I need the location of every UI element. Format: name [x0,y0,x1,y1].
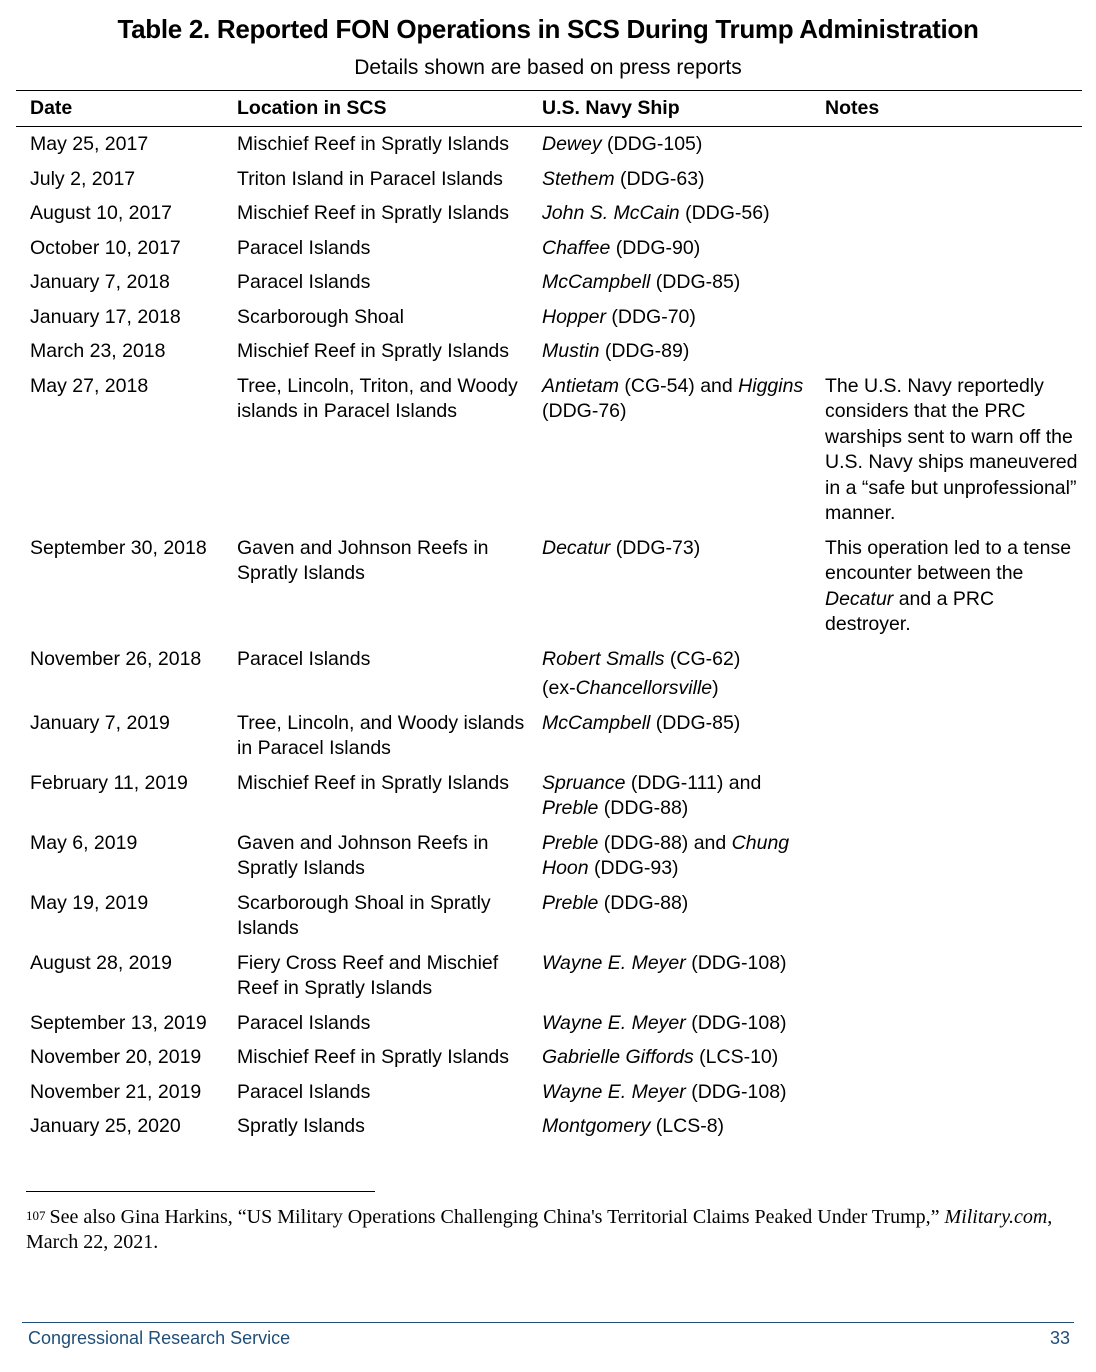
text-run: The U.S. Navy reportedly considers that the PRC warships sent to warn off the U.S. Navy ships maneuvered in a “safe but unprofessional” manner. [825,374,1078,524]
italic-text: Dewey [542,133,602,155]
cell-notes [811,1006,1082,1041]
footnote [26,1205,1066,1255]
cell-date: January 7, 2019 [30,711,170,734]
cell-ship [528,127,811,162]
text-run: See also Gina Harkins, “US Military Operations Challenging China's Territorial Claims Peaked Under Trump,” [49,1206,945,1228]
cell-date: January 25, 2020 [30,1115,181,1137]
italic-text: John S. McCain [542,202,680,224]
cell-date: October 10, 2017 [30,236,181,259]
cell-date: November 21, 2019 [30,1080,202,1103]
italic-text: Antietam [542,374,619,397]
text-run: (DDG-108) [685,1080,787,1103]
text-run: (LCS-8) [650,1115,725,1137]
cell-location: Spratly Islands [237,1115,365,1137]
cell-notes [811,127,1082,162]
footer-divider [22,1322,1074,1323]
cell-notes [811,162,1082,197]
cell-date: February 11, 2019 [30,771,188,794]
header-ship: U.S. Navy Ship [528,91,811,127]
cell-notes [811,196,1082,231]
table-row [16,706,1082,766]
cell-date: May 27, 2018 [30,374,149,397]
cell-notes [811,706,1082,766]
cell-notes [811,265,1082,300]
italic-text: Higgins [738,374,804,397]
text-run: (DDG-76) [542,400,627,422]
cell-location: Mischief Reef in Spratly Islands [237,340,510,362]
table-row [16,642,1082,706]
header-notes: Notes [811,91,1082,127]
cell-notes [811,946,1082,1006]
text-run: (DDG-108) [685,1011,787,1034]
table-row [16,265,1082,300]
table-header-row [16,91,1082,127]
cell-notes [811,531,1082,642]
italic-text: Mustin [542,340,600,362]
table-row [16,231,1082,266]
cell-notes [811,1109,1082,1144]
footnote-divider [26,1191,375,1192]
cell-ship [528,196,811,231]
table-row [16,127,1082,162]
table-row [16,1006,1082,1041]
text-run: (ex- [542,677,576,699]
cell-notes [811,369,1082,531]
text-run: (DDG-89) [599,340,690,362]
table-row [16,1109,1082,1144]
table-row [16,531,1082,642]
text-run: (DDG-88) and [598,831,732,854]
cell-location: Paracel Islands [237,647,371,670]
table-row [16,946,1082,1006]
cell-notes [811,642,1082,706]
text-run: (DDG-111) and [625,771,762,794]
table-row [16,1040,1082,1075]
cell-ship [528,1109,811,1144]
ship-former-name [542,676,811,702]
italic-text: Preble [542,797,599,819]
text-run: (DDG-88) [598,797,689,819]
cell-ship [528,706,811,766]
text-run: (DDG-56) [679,202,770,224]
cell-date: May 25, 2017 [30,133,149,155]
table-row [16,826,1082,886]
table-body [16,127,1082,1144]
cell-date: September 13, 2019 [30,1011,207,1034]
cell-ship [528,1006,811,1041]
italic-text: Military.com [944,1206,1048,1228]
italic-text: Stethem [542,167,615,190]
italic-text: McCampbell [542,711,651,734]
table-subtitle: Details shown are based on press reports [354,56,742,79]
cell-ship [528,369,811,531]
table-row [16,162,1082,197]
cell-ship [528,886,811,946]
cell-ship [528,1075,811,1110]
cell-ship [528,766,811,826]
italic-text: Hopper [542,305,606,328]
table-row [16,766,1082,826]
italic-text: Wayne E. Meyer [542,1011,686,1034]
cell-ship [528,531,811,642]
text-run: (DDG-105) [601,133,703,155]
italic-text: Chaffee [542,236,611,259]
italic-text: Montgomery [542,1115,651,1137]
text-run: (DDG-90) [610,236,701,259]
table-row [16,886,1082,946]
italic-text: Spruance [542,771,626,794]
cell-notes [811,1040,1082,1075]
cell-date: January 17, 2018 [30,305,181,328]
cell-date: November 20, 2019 [30,1046,202,1068]
cell-location: Mischief Reef in Spratly Islands [237,133,510,155]
cell-ship [528,162,811,197]
cell-ship [528,642,811,706]
text-run: This operation led to a tense encounter between the [825,536,1072,584]
italic-text: Gabrielle Giffords [542,1046,694,1068]
cell-ship [528,265,811,300]
italic-text: Chung Hoon [542,831,790,879]
cell-notes [811,1075,1082,1110]
cell-location: Mischief Reef in Spratly Islands [237,1046,510,1068]
cell-notes [811,334,1082,369]
page-number: 33 [1049,1328,1070,1348]
italic-text: Robert Smalls [542,647,665,670]
cell-location: Paracel Islands [237,236,371,259]
cell-date: September 30, 2018 [30,536,207,559]
text-run: and a PRC destroyer. [825,587,995,635]
text-run: (DDG-85) [650,711,741,734]
cell-ship [528,1040,811,1075]
cell-ship [528,300,811,335]
italic-text: Chancellorsville [575,677,713,699]
cell-date: August 28, 2019 [30,951,173,974]
cell-date: November 26, 2018 [30,647,202,670]
cell-ship [528,946,811,1006]
fon-operations-table [16,90,1082,1144]
text-run: (DDG-63) [614,167,705,190]
cell-notes [811,826,1082,886]
italic-text: McCampbell [542,271,651,293]
cell-location: Fiery Cross Reef and Mischief Reef in Spratly Islands [237,951,499,999]
cell-notes [811,231,1082,266]
table-row [16,334,1082,369]
text-run: (CG-54) and [618,374,739,397]
cell-notes [811,886,1082,946]
cell-location: Triton Island in Paracel Islands [237,167,503,190]
cell-ship [528,231,811,266]
italic-text: Decatur [542,536,611,559]
table-row [16,1075,1082,1110]
cell-notes [811,766,1082,826]
cell-location: Tree, Lincoln, Triton, and Woody islands in Paracel Islands [237,374,518,422]
text-run: (DDG-108) [685,951,787,974]
cell-location: Mischief Reef in Spratly Islands [237,202,510,224]
text-run: (DDG-85) [650,271,741,293]
italic-text: Preble [542,831,599,854]
italic-text: Preble [542,891,599,914]
cell-location: Scarborough Shoal in Spratly Islands [237,891,491,939]
text-run: (LCS-10) [693,1046,779,1068]
table-row [16,369,1082,531]
cell-date: May 19, 2019 [30,891,149,914]
cell-location: Gaven and Johnson Reefs in Spratly Islands [237,831,489,879]
cell-date: March 23, 2018 [30,340,166,362]
cell-location: Gaven and Johnson Reefs in Spratly Islands [237,536,489,584]
cell-location: Mischief Reef in Spratly Islands [237,771,510,794]
cell-date: July 2, 2017 [30,167,136,190]
cell-ship [528,826,811,886]
italic-text: Wayne E. Meyer [542,1080,686,1103]
cell-date: August 10, 2017 [30,202,173,224]
table-row [16,300,1082,335]
italic-text: Decatur [825,587,894,610]
text-run: (DDG-88) [598,891,689,914]
footer-publisher: Congressional Research Service [28,1328,291,1348]
table-row [16,196,1082,231]
text-run: ) [712,677,719,699]
cell-location: Paracel Islands [237,1011,371,1034]
text-run: (DDG-93) [588,857,679,879]
cell-ship [528,334,811,369]
text-run: , March 22, 2021. [26,1206,1053,1253]
footnote-number: 107 [26,1208,46,1223]
cell-notes [811,300,1082,335]
cell-location: Scarborough Shoal [237,305,404,328]
header-location: Location in SCS [223,91,528,127]
cell-date: May 6, 2019 [30,831,138,854]
cell-location: Paracel Islands [237,271,371,293]
cell-date: January 7, 2018 [30,271,170,293]
header-date: Date [16,91,223,127]
text-run: (DDG-73) [610,536,701,559]
text-run: (CG-62) [664,647,741,670]
text-run: (DDG-70) [605,305,696,328]
footnote-text [26,1206,1052,1253]
cell-location: Tree, Lincoln, and Woody islands in Paracel Islands [237,711,525,759]
table-title: Table 2. Reported FON Operations in SCS During Trump Administration [117,14,979,44]
cell-location: Paracel Islands [237,1080,371,1103]
italic-text: Wayne E. Meyer [542,951,686,974]
